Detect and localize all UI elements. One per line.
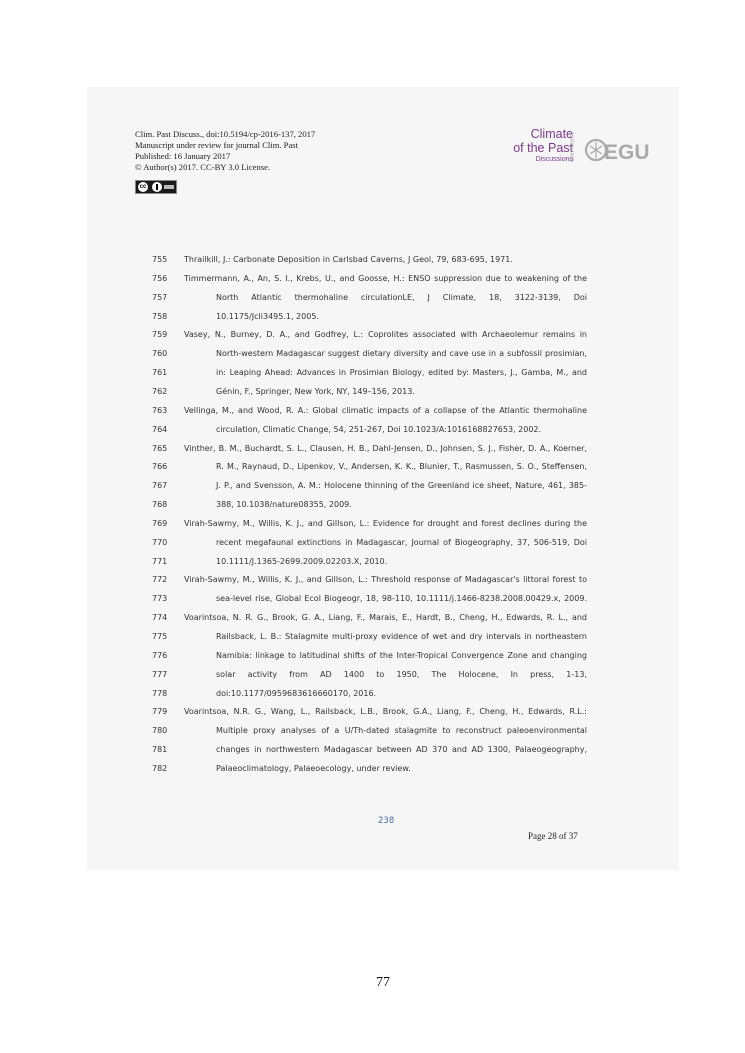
reference-line: Timmermann, A., An, S. I., Krebs, U., and Goosse, H.: ENSO suppression due to weakening of the (184, 274, 587, 283)
line-number: 758 (152, 312, 168, 321)
reference-line: Voarintsoa, N.R. G., Wang, L., Railsback, L.B., Brook, G.A., Liang, F., Cheng, H., Edwards, R.L.: (184, 707, 587, 716)
line-number: 763 (152, 406, 168, 415)
citation-line: Clim. Past Discuss., doi:10.5194/cp-2016-137, 2017 (135, 129, 316, 139)
line-number: 771 (152, 557, 168, 566)
line-number: 767 (152, 481, 168, 490)
inner-page-number: 238 (378, 816, 395, 826)
reference-line: Multiple proxy analyses of a U/Th-dated stalagmite to reconstruct paleoenvironmental (216, 726, 587, 735)
line-number: 781 (152, 745, 168, 754)
reference-line: circulation, Climatic Change, 54, 251-267, Doi 10.1023/A:1016168827653, 2002. (216, 425, 542, 434)
journal-name-line1: Climate (530, 127, 573, 141)
open-access-label: Open Access (569, 132, 576, 162)
reference-line: 10.1111/J.1365-2699.2009.02203.X, 2010. (216, 557, 388, 566)
line-number: 766 (152, 462, 168, 471)
page-count: Page 28 of 37 (528, 831, 578, 841)
reference-line: changes in northwestern Madagascar between AD 370 and AD 1300, Palaeogeography, (216, 745, 587, 754)
journal-logo (505, 127, 573, 165)
line-number: 780 (152, 726, 168, 735)
line-number: 773 (152, 594, 168, 603)
reference-line: Virah-Sawmy, M., Willis, K. J., and Gillson, L.: Threshold response of Madagascar's littoral forest to (184, 575, 587, 584)
reference-line: Vellinga, M., and Wood, R. A.: Global climatic impacts of a collapse of the Atlantic thermohaline (184, 406, 587, 415)
line-number: 761 (152, 368, 168, 377)
line-number: 768 (152, 500, 168, 509)
reference-line: R. M., Raynaud, D., Lipenkov, V., Andersen, K. K., Blunier, T., Rasmussen, S. O., Steffensen, (216, 462, 587, 471)
line-number: 776 (152, 651, 168, 660)
reference-line: Railsback, L. B.: Stalagmite multi-proxy evidence of wet and dry intervals in northeastern (216, 632, 587, 641)
reference-line: Namibia: linkage to latitudinal shifts of the Inter-Tropical Convergence Zone and changing (216, 651, 587, 660)
egu-logo-icon (585, 130, 650, 170)
cc-by-badge-icon: cc (135, 180, 177, 194)
reference-line: Thrailkill, J.: Carbonate Deposition in Carlsbad Caverns, J Geol, 79, 683-695, 1971. (184, 255, 513, 264)
line-number: 770 (152, 538, 168, 547)
line-number: 762 (152, 387, 168, 396)
reference-line: Génin, F., Springer, New York, NY, 149–156, 2013. (216, 387, 415, 396)
line-number: 779 (152, 707, 168, 716)
line-number: 775 (152, 632, 168, 641)
open-access-mark (569, 128, 583, 168)
journal-name-line2: of the Past (513, 141, 573, 155)
outer-page-number: 77 (376, 975, 390, 990)
reference-line: sea-level rise, Global Ecol Biogeogr, 18, 98-110, 10.1111/j.1466-8238.2008.00429.x, 2009. (216, 594, 587, 603)
line-number: 772 (152, 575, 168, 584)
line-number: 777 (152, 670, 168, 679)
reference-line: recent megafaunal extinctions in Madagascar, Journal of Biogeography, 37, 506-519, Doi (216, 538, 587, 547)
reference-line: J. P., and Svensson, A. M.: Holocene thinning of the Greenland ice sheet, Nature, 461, 385- (216, 481, 587, 490)
reference-line: 388, 10.1038/nature08355, 2009. (216, 500, 352, 509)
reference-line: in: Leaping Ahead: Advances in Prosimian Biology, edited by: Masters, J., Gamba, M., and (216, 368, 587, 377)
line-number: 782 (152, 764, 168, 773)
line-number: 760 (152, 349, 168, 358)
license-line: © Author(s) 2017. CC-BY 3.0 License. (135, 162, 271, 172)
reference-line: doi:10.1177/0959683616660170, 2016. (216, 689, 377, 698)
reference-line: Vasey, N., Burney, D. A., and Godfrey, L.: Coprolites associated with Archaeolemur remains in (184, 330, 587, 339)
reference-line: solar activity from AD 1400 to 1950, The Holocene, In press, 1-13, (216, 670, 587, 679)
citation-header (135, 129, 315, 173)
reference-line: Voarintsoa, N. R. G., Brook, G. A., Liang, F., Marais, E., Hardt, B., Cheng, H., Edwards, R. L., and (184, 613, 587, 622)
line-number: 756 (152, 274, 168, 283)
reference-line: North Atlantic thermohaline circulationLE, J Climate, 18, 3122-3139, Doi (216, 293, 587, 302)
svg-text:EGU: EGU (604, 141, 650, 164)
line-number: 774 (152, 613, 168, 622)
line-number: 755 (152, 255, 168, 264)
reference-line: North-western Madagascar suggest dietary diversity and cave use in a subfossil prosimian, (216, 349, 587, 358)
published-line: Published: 16 January 2017 (135, 151, 231, 161)
journal-section: Discussions (535, 156, 573, 163)
line-number: 778 (152, 689, 168, 698)
line-number: 764 (152, 425, 168, 434)
reference-line: 10.1175/Jcli3495.1, 2005. (216, 312, 319, 321)
reference-line: Virah-Sawmy, M., Willis, K. J., and Gillson, L.: Evidence for drought and forest declines during the (184, 519, 587, 528)
line-number: 757 (152, 293, 168, 302)
line-number: 759 (152, 330, 168, 339)
line-number: 765 (152, 444, 168, 453)
reference-line: Palaeoclimatology, Palaeoecology, under review. (216, 764, 411, 773)
review-status-line: Manuscript under review for journal Clim. Past (135, 140, 299, 150)
reference-line: Vinther, B. M., Buchardt, S. L., Clausen, H. B., Dahl-Jensen, D., Johnsen, S. J., Fisher, D. A., Koerner, (184, 444, 587, 453)
line-number: 769 (152, 519, 168, 528)
